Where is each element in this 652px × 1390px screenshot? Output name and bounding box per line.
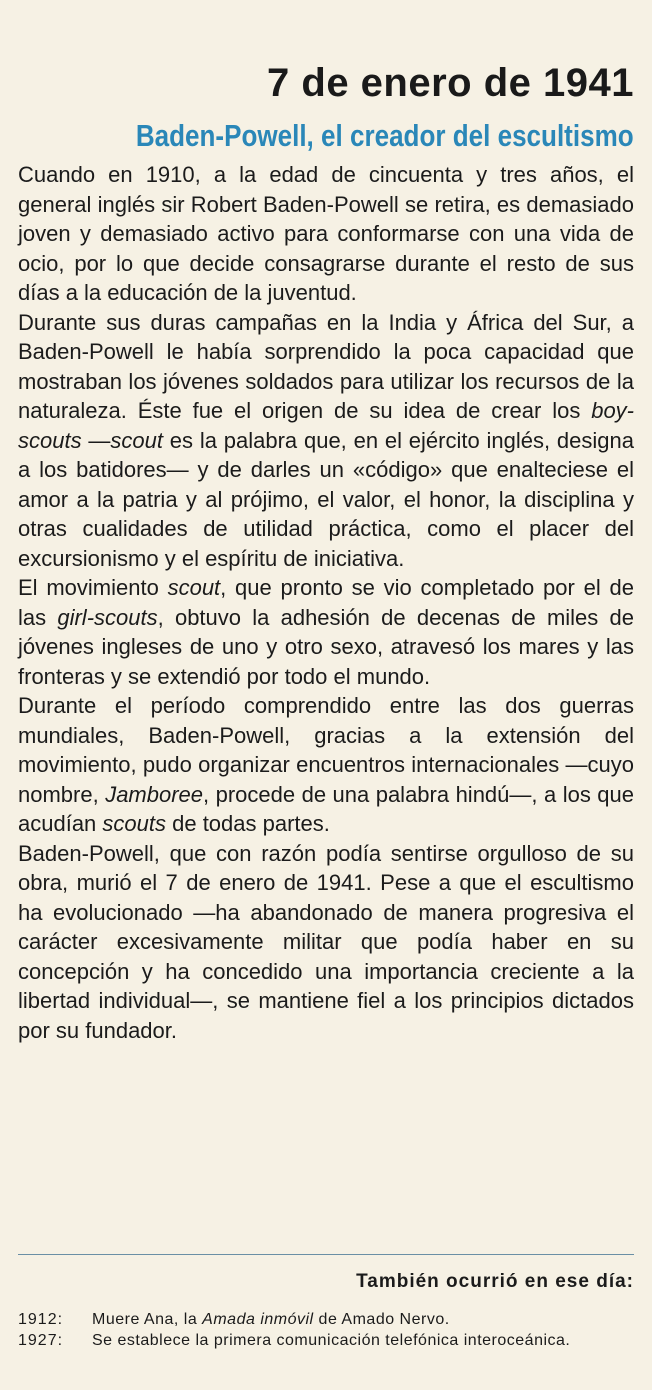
paragraph-3-text-e: , obtuvo la adhesión de decenas de miles de jóvenes ingleses de uno y otro sexo, atravesó los mares y las fronteras y se extendió por todo el mundo. bbox=[18, 604, 634, 689]
event-year: 1912: bbox=[18, 1311, 64, 1328]
also-happened-title: También ocurrió en ese día: bbox=[356, 1271, 634, 1292]
page-title-date: 7 de enero de 1941 bbox=[267, 60, 634, 105]
paragraph-1: Cuando en 1910, a la edad de cincuenta y tres años, el general inglés sir Robert Baden-Powell se retira, es demasiado joven y demasiado activo para conformarse con una vida de ocio, por lo que decide consagrarse durante el resto de sus días a la educación de la juventud. bbox=[18, 162, 634, 305]
article-subtitle: Baden-Powell, el creador del escultismo bbox=[136, 117, 634, 153]
event-text-c: de Amado Nervo. bbox=[313, 1311, 450, 1328]
paragraph-2-italic-boy-scouts: boy-scouts bbox=[18, 398, 634, 453]
paragraph-2-italic-scout: scout bbox=[110, 427, 163, 453]
paragraph-4 bbox=[18, 691, 634, 839]
paragraph-2-text-e: es la palabra que, en el ejército inglés, designa a los batidores— y de darles un «código» que enalteciese el amor a la patria y al prójimo, el valor, el honor, la disciplina y otras cualidades de utilidad práctica, como el placer del excursionismo y el espíritu de iniciativa. bbox=[18, 427, 634, 571]
paragraph-2-text-c: — bbox=[81, 427, 111, 453]
paragraph-2 bbox=[18, 308, 634, 574]
paragraph-4-text-c: , procede de una palabra hindú—, a los que acudían bbox=[18, 781, 634, 836]
paragraph-3 bbox=[18, 573, 634, 691]
event-text: Se establece la primera comunicación telefónica interoceánica. bbox=[92, 1332, 571, 1349]
paragraph-4-italic-jamboree: Jamboree bbox=[105, 781, 204, 807]
paragraph-4-text-e: de todas partes. bbox=[166, 811, 330, 836]
section-divider bbox=[18, 1254, 634, 1255]
paragraph-3-italic-girl-scouts: girl-scouts bbox=[57, 604, 158, 630]
article-body bbox=[18, 160, 634, 1045]
events-list bbox=[18, 1310, 634, 1352]
paragraph-3-text-c: , que pronto se vio completado por el de las bbox=[18, 575, 634, 630]
event-italic-amada-inmovil: Amada inmóvil bbox=[202, 1311, 314, 1328]
paragraph-5: Baden-Powell, que con razón podía sentirse orgulloso de su obra, murió el 7 de enero de 1941. Pese a que el escultismo ha evolucionado —ha abandonado de manera progresiva el carácter excesivamente militar que podía haber en su concepción y ha concedido una importancia creciente a la libertad individual—, se mantiene fiel a los principios dictados por su fundador. bbox=[18, 840, 634, 1043]
event-year: 1927: bbox=[18, 1332, 64, 1349]
event-item-1927 bbox=[18, 1331, 634, 1350]
paragraph-2-text-a: Durante sus duras campañas en la India y África del Sur, a Baden-Powell le había sorprendido la poca capacidad que mostraban los jóvenes soldados para utilizar los recursos de la naturaleza. Éste fue el origen de su idea de crear los bbox=[18, 309, 634, 423]
paragraph-3-text-a: El movimiento bbox=[18, 575, 168, 600]
event-text bbox=[92, 1310, 634, 1329]
paragraph-4-text-a: Durante el período comprendido entre las dos guerras mundiales, Baden-Powell, gracias a la extensión del movimiento, pudo organizar encuentros internacionales —cuyo nombre, bbox=[18, 693, 634, 807]
paragraph-4-italic-scouts: scouts bbox=[102, 811, 166, 836]
event-text-a: Muere Ana, la bbox=[92, 1311, 203, 1328]
event-item-1912 bbox=[18, 1310, 634, 1329]
paragraph-3-italic-scout: scout bbox=[167, 575, 221, 600]
